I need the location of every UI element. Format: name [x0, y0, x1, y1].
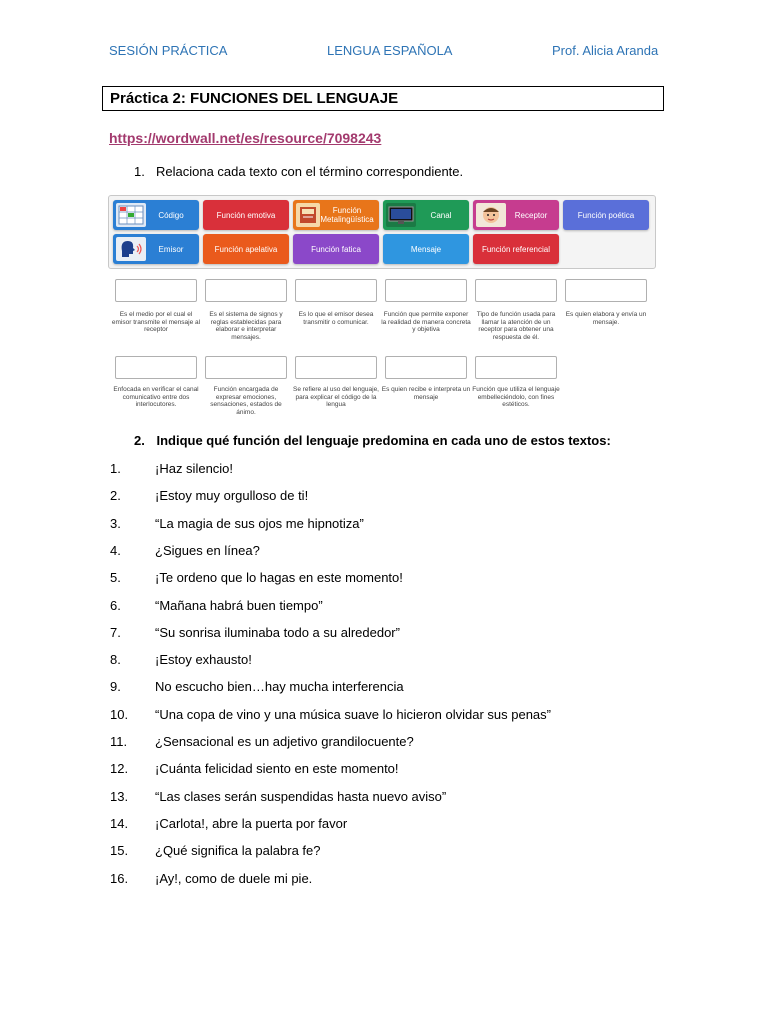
list-item-text: “La magia de sus ojos me hipnotiza” [155, 516, 364, 531]
list-item-text: “Una copa de vino y una música suave lo hicieron olvidar sus penas” [155, 707, 551, 722]
drop-box [205, 356, 287, 379]
list-item-number: 3. [110, 516, 121, 531]
drop-box [475, 279, 557, 302]
list-item-number: 7. [110, 625, 121, 640]
question-1-text: Relaciona cada texto con el término correspondiente. [156, 164, 464, 179]
list-item-text: ¡Estoy muy orgulloso de ti! [155, 488, 309, 503]
list-item-text: “Su sonrisa iluminaba todo a su alrededor” [155, 625, 400, 640]
tile-canal [383, 200, 469, 230]
list-item-text: ¡Te ordeno que lo hagas en este momento! [155, 570, 403, 585]
definition-text: Es el medio por el cual el emisor transmite el mensaje al receptor [111, 311, 201, 333]
tile-label: Función apelativa [214, 244, 278, 254]
title-box [102, 86, 664, 111]
definition-text: Es quien recibe e interpreta un mensaje [381, 386, 471, 401]
list-item-text: “Las clases serán suspendidas hasta nuevo aviso” [155, 789, 447, 804]
tile-label: Función referencial [481, 244, 551, 254]
tile-label: Mensaje [410, 244, 442, 254]
drop-box [565, 279, 647, 302]
code-table-image [116, 203, 146, 227]
tile-emisor [113, 234, 199, 264]
question-1-number: 1. [134, 164, 145, 179]
child-receiver-image [476, 203, 506, 227]
list-item-number: 6. [110, 598, 121, 613]
list-item-text: ¡Estoy exhausto! [155, 652, 252, 667]
definition-text: Es quien elabora y envía un mensaje. [565, 311, 647, 326]
list-item-text: ¿Qué significa la palabra fe? [155, 843, 321, 858]
list-item-number: 8. [110, 652, 121, 667]
list-item-text: No escucho bien…hay mucha interferencia [155, 679, 404, 694]
list-item-number: 12. [110, 761, 129, 776]
tile-label: Función Metalingüística [320, 206, 374, 224]
tile-label: Receptor [514, 210, 548, 220]
tile-funcion-apelativa [203, 234, 289, 264]
wordwall-link[interactable]: https://wordwall.net/es/resource/7098243 [109, 130, 382, 146]
tile-funcion-emotiva [203, 200, 289, 230]
list-item-text: ¡Ay!, como de duele mi pie. [155, 871, 313, 886]
tile-label: Función poética [577, 210, 635, 220]
header-right: Prof. Alicia Aranda [552, 43, 659, 58]
list-item-number: 14. [110, 816, 129, 831]
drop-box [205, 279, 287, 302]
list-item-number: 2. [110, 488, 121, 503]
tile-mensaje [383, 234, 469, 264]
tile-label: Canal [430, 210, 452, 220]
list-item-number: 16. [110, 871, 129, 886]
drop-box [385, 279, 467, 302]
drop-box [115, 356, 197, 379]
list-item-number: 15. [110, 843, 129, 858]
list-item-text: ¡Carlota!, abre la puerta por favor [155, 816, 348, 831]
definition-text: Función que utiliza el lenguaje embelleciéndolo, con fines estéticos. [472, 386, 560, 408]
page-title: Práctica 2: FUNCIONES DEL LENGUAJE [110, 90, 399, 107]
tile-codigo [113, 200, 199, 230]
tile-label: Emisor [158, 244, 184, 254]
tile-funcion-fatica [293, 234, 379, 264]
list-item-number: 13. [110, 789, 129, 804]
list-item-text: ¿Sigues en línea? [155, 543, 260, 558]
term-tiles-panel [108, 195, 656, 269]
definition-text: Se refiere al uso del lenguaje, para explicar el código de la lengua [292, 386, 379, 408]
drop-box [295, 356, 377, 379]
question-2-text: Indique qué función del lenguaje predomina en cada uno de estos textos: [156, 433, 611, 448]
tile-label: Función fatica [311, 244, 361, 254]
drop-box [385, 356, 467, 379]
tile-funcion-referencial [473, 234, 559, 264]
header-center: LENGUA ESPAÑOLA [327, 43, 453, 58]
list-item-text: “Mañana habrá buen tiempo” [155, 598, 323, 613]
list-item-number: 4. [110, 543, 121, 558]
question-2-number: 2. [134, 433, 145, 448]
drop-box [295, 279, 377, 302]
tile-funcion-metalinguistica [293, 200, 379, 230]
tile-funcion-poetica [563, 200, 649, 230]
definition-text: Es lo que el emisor desea transmitir o comunicar. [298, 311, 374, 326]
definition-text: Función que permite exponer la realidad de manera concreta y objetiva [381, 311, 471, 333]
list-item-number: 11. [110, 734, 128, 749]
header-left: SESIÓN PRÁCTICA [109, 43, 228, 58]
tile-label: Función emotiva [216, 210, 276, 220]
definition-text: Tipo de función usada para llamar la atención de un receptor para obtener una respuesta de él. [476, 311, 556, 341]
tile-receptor [473, 200, 559, 230]
drop-box [475, 356, 557, 379]
list-item-text: ¡Cuánta felicidad siento en este momento! [155, 761, 399, 776]
definition-text: Función encargada de expresar emociones, sensaciones, estados de ánimo. [210, 386, 282, 416]
list-item-number: 9. [110, 679, 121, 694]
list-item-text: ¡Haz silencio! [155, 461, 234, 476]
dictionary-image [296, 203, 320, 227]
list-item-number: 10. [110, 707, 129, 722]
tv-screen-image [386, 203, 416, 227]
drop-box [115, 279, 197, 302]
list-item-number: 1. [110, 461, 121, 476]
tile-label: Código [158, 210, 184, 220]
speaking-head-image [116, 237, 146, 261]
definition-text: Es el sistema de signos y reglas establecidas para elaborar e interpretar mensajes. [209, 311, 283, 341]
definition-text: Enfocada en verificar el canal comunicativo entre dos interlocutores. [113, 386, 199, 408]
list-item-number: 5. [110, 570, 121, 585]
list-item-text: ¿Sensacional es un adjetivo grandilocuente? [155, 734, 414, 749]
question-2 [134, 433, 611, 448]
